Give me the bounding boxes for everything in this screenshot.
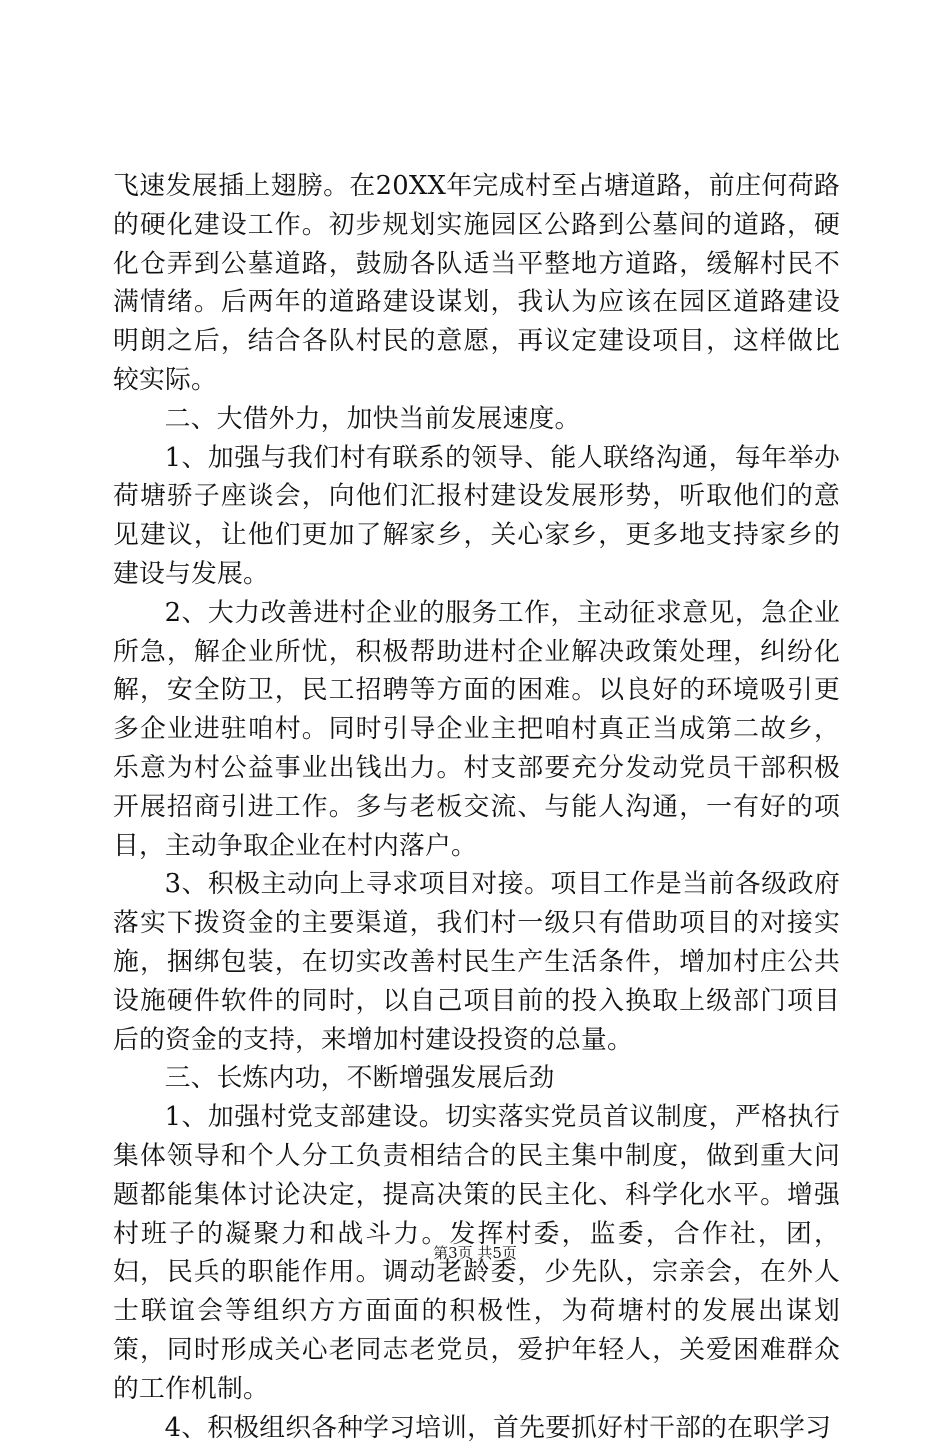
heading-section-3: 三、长炼内功，不断增强发展后劲 (113, 1059, 840, 1098)
paragraph-1: 飞速发展插上翅膀。在20XX年完成村至占塘道路，前庄何荷路的硬化建设工作。初步规划实施园区公路到公墓间的道路，硬化仓弄到公墓道路，鼓励各队适当平整地方道路，缓解村民不满情绪。后两年的道路建设谋划，我认为应该在园区道路建设明朗之后，结合各队村民的意愿，再议定建设项目，这样做比较实际。 (113, 167, 840, 400)
page-footer: 第3页 共5页 (0, 1243, 950, 1263)
paragraph-2-2: 2、大力改善进村企业的服务工作，主动征求意见，急企业所急，解企业所忧，积极帮助进村企业解决政策处理，纠纷化解，安全防卫，民工招聘等方面的困难。以良好的环境吸引更多企业进驻咱村。同时引导企业主把咱村真正当成第二故乡，乐意为村公益事业出钱出力。村支部要充分发动党员干部积极开展招商引进工作。多与老板交流、与能人沟通，一有好的项目，主动争取企业在村内落户。 (113, 594, 840, 866)
paragraph-3-4: 4、积极组织各种学习培训，首先要抓好村干部的在职学习 (113, 1409, 840, 1447)
paragraph-2-3: 3、积极主动向上寻求项目对接。项目工作是当前各级政府落实下拨资金的主要渠道，我们村一级只有借助项目的对接实施，捆绑包装，在切实改善村民生产生活条件，增加村庄公共设施硬件软件的同时，以自己项目前的投入换取上级部门项目后的资金的支持，来增加村建设投资的总量。 (113, 865, 840, 1059)
heading-section-2: 二、大借外力，加快当前发展速度。 (113, 400, 840, 439)
paragraph-3-1: 1、加强村党支部建设。切实落实党员首议制度，严格执行集体领导和个人分工负责相结合的民主集中制度，做到重大问题都能集体讨论决定，提高决策的民主化、科学化水平。增强村班子的凝聚力和战斗力。发挥村委，监委，合作社，团，妇，民兵的职能作用。调动老龄委，少先队，宗亲会，在外人士联谊会等组织方方面面的积极性，为荷塘村的发展出谋划策，同时形成关心老同志老党员，爱护年轻人，关爱困难群众的工作机制。 (113, 1098, 840, 1408)
paragraph-2-1: 1、加强与我们村有联系的领导、能人联络沟通，每年举办荷塘骄子座谈会，向他们汇报村建设发展形势，听取他们的意见建议，让他们更加了解家乡，关心家乡，更多地支持家乡的建设与发展。 (113, 439, 840, 594)
